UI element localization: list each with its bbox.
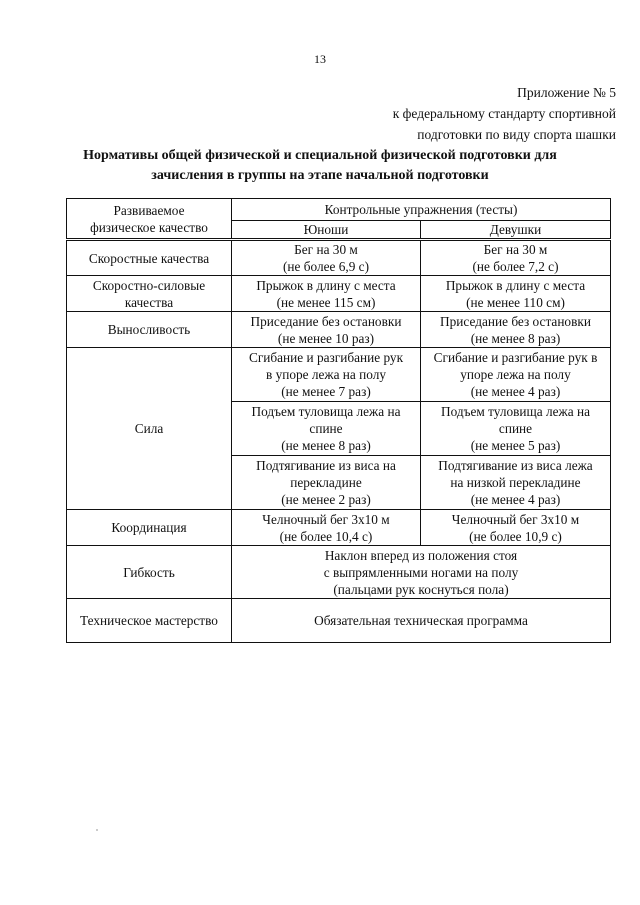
- header-boys: Юноши: [232, 221, 421, 240]
- norm-line: (не более 10,4 с): [279, 528, 373, 544]
- quality-cell: [67, 546, 232, 599]
- header-tests: Контрольные упражнения (тесты): [232, 199, 611, 221]
- quality-label: Гибкость: [123, 564, 175, 580]
- norm-line: Бег на 30 м: [294, 242, 358, 257]
- norm-line: (не менее 4 раз): [470, 492, 561, 507]
- document-title: [40, 146, 600, 186]
- norm-line: Прыжок в длину с места: [256, 277, 396, 293]
- norm-line: (не менее 4 раз): [470, 384, 561, 399]
- girls-norm-cell: [421, 402, 611, 456]
- appendix-note: [256, 82, 616, 145]
- quality-label: Скоростные качества: [88, 250, 210, 266]
- norm-line: Бег на 30 м: [483, 242, 548, 257]
- norm-line: (не менее 115 см): [276, 294, 376, 310]
- quality-cell: [67, 599, 232, 643]
- quality-cell: [67, 312, 232, 348]
- norm-line: Подъем туловища лежа на: [441, 404, 590, 419]
- title-line: зачисления в группы на этапе начальной подготовки: [151, 168, 489, 183]
- title-line: Нормативы общей физической и специальной физической подготовки для: [83, 148, 557, 163]
- norm-line: (не менее 5 раз): [470, 438, 561, 453]
- girls-norm-cell: [421, 276, 611, 312]
- norm-line: (не менее 10 раз): [277, 330, 375, 346]
- norm-line: на низкой перекладине: [450, 475, 581, 490]
- appendix-line: Приложение № 5: [517, 85, 616, 100]
- quality-cell: [67, 240, 232, 276]
- scan-speck: [96, 829, 98, 831]
- norm-line: Челночный бег 3x10 м: [262, 511, 390, 527]
- norm-line: упоре лежа на полу: [460, 367, 571, 382]
- norm-line: Подтягивание из виса лежа: [438, 458, 593, 473]
- header-girls: Девушки: [421, 221, 611, 240]
- norm-line: (не менее 8 раз): [281, 438, 371, 453]
- norm-line: (не менее 7 раз): [281, 384, 371, 399]
- norm-line: Подтягивание из виса на: [256, 458, 396, 473]
- both-norm-cell: [232, 546, 611, 599]
- norm-line: Приседание без остановки: [440, 313, 591, 329]
- boys-norm-cell: [232, 510, 421, 546]
- norm-line: (не более 10,9 с): [469, 528, 562, 544]
- boys-norm-cell: [232, 312, 421, 348]
- norm-line: Наклон вперед из положения стоя: [324, 547, 518, 563]
- quality-label: Скоростно-силовые: [92, 277, 206, 293]
- girls-norm-cell: [421, 456, 611, 510]
- boys-norm-cell: [232, 456, 421, 510]
- boys-norm-cell: [232, 348, 421, 402]
- norms-table: [66, 198, 611, 643]
- boys-norm-cell: [232, 240, 421, 276]
- norm-line: Обязательная техническая программа: [314, 613, 528, 628]
- quality-cell: [67, 348, 232, 510]
- girls-norm-cell: [421, 510, 611, 546]
- norm-line: с выпрямленными ногами на полу: [323, 564, 519, 580]
- norm-line: спине: [309, 421, 343, 436]
- norm-line: Подъем туловища лежа на: [251, 404, 401, 419]
- norm-line: в упоре лежа на полу: [265, 367, 387, 382]
- norm-line: (не менее 2 раз): [281, 492, 371, 507]
- norm-line: (не более 6,9 с): [282, 259, 370, 274]
- quality-label: Техническое мастерство: [80, 613, 218, 628]
- norm-line: (пальцами рук коснуться пола): [333, 581, 509, 597]
- header-quality: [67, 199, 232, 240]
- page-number: 13: [314, 52, 326, 66]
- header-quality-line: Развиваемое: [113, 202, 185, 218]
- header-quality-line: физическое качество: [90, 219, 208, 235]
- boys-norm-cell: [232, 276, 421, 312]
- norm-line: (не менее 110 см): [466, 294, 565, 310]
- norm-line: Сгибание и разгибание рук в: [433, 350, 598, 365]
- quality-label: Выносливость: [107, 322, 191, 337]
- appendix-line: к федеральному стандарту спортивной: [392, 106, 616, 121]
- quality-label: Координация: [111, 520, 187, 535]
- girls-norm-cell: [421, 312, 611, 348]
- girls-norm-cell: [421, 348, 611, 402]
- norm-line: (не более 7,2 с): [472, 259, 559, 274]
- quality-label: Сила: [134, 421, 164, 436]
- norm-line: Сгибание и разгибание рук: [248, 350, 404, 365]
- both-norm-cell: [232, 599, 611, 643]
- quality-cell: [67, 276, 232, 312]
- boys-norm-cell: [232, 402, 421, 456]
- norm-line: (не менее 8 раз): [470, 330, 561, 346]
- girls-norm-cell: [421, 240, 611, 276]
- norm-line: Прыжок в длину с места: [445, 277, 586, 293]
- norm-line: перекладине: [290, 475, 362, 490]
- quality-label: качества: [124, 294, 174, 310]
- norm-line: спине: [498, 421, 533, 436]
- norm-line: Приседание без остановки: [250, 313, 402, 329]
- norm-line: Челночный бег 3x10 м: [451, 511, 580, 527]
- quality-cell: [67, 510, 232, 546]
- appendix-line: подготовки по виду спорта шашки: [417, 127, 616, 142]
